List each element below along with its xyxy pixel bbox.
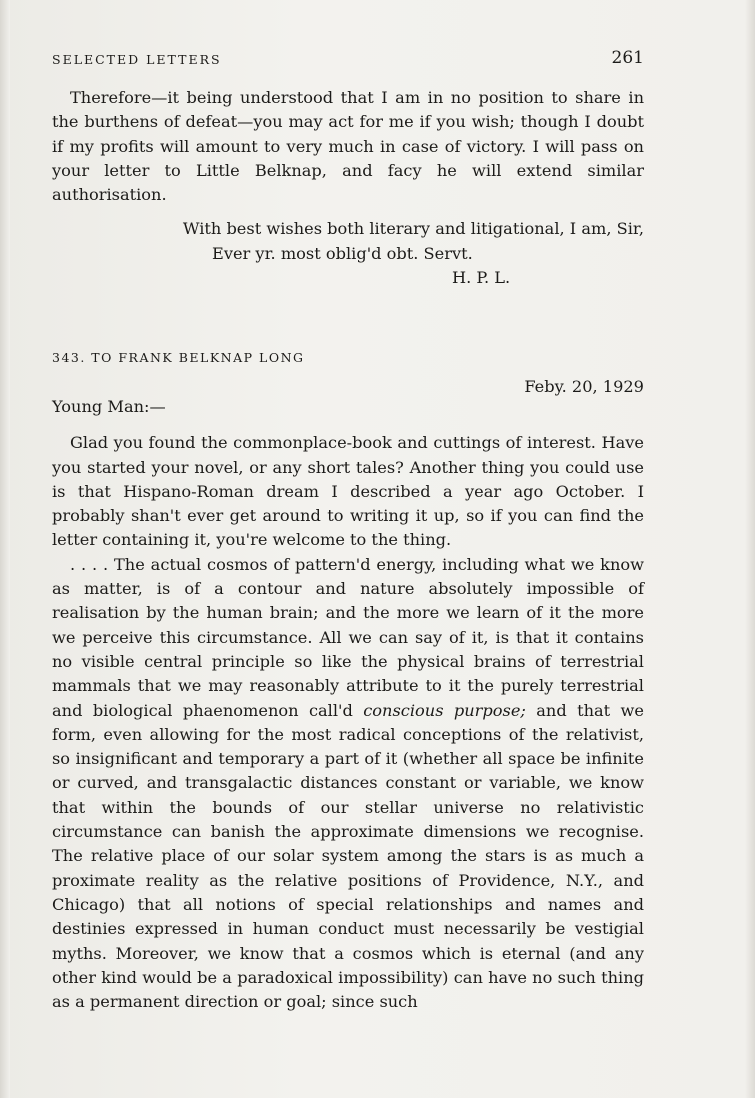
body-text	[52, 86, 644, 1014]
page-edge-shadow-right	[745, 0, 755, 1098]
letter-salutation: Young Man:—	[52, 396, 166, 416]
letter-date: Feby. 20, 1929	[524, 376, 644, 396]
page-number: 261	[611, 48, 644, 68]
paragraph-2-text-a: . . . . The actual cosmos of pattern'd energy, including what we know as matter, is of a contour and nature absolutely impossible of realisation by the human brain; and the more we learn of it the more we perceive this circumstance. All we can say of it, is that it contains no visible central principle so like the physical brains of terrestrial mammals that we may reasonably attribute to it the purely terrestrial and biological phaenomenon call'd	[52, 554, 644, 720]
running-head-title: SELECTED LETTERS	[52, 52, 222, 67]
letter-paragraph-2	[52, 553, 644, 1015]
prior-letter-closing-line-2: Ever yr. most oblig'd obt. Servt.	[212, 243, 473, 263]
prior-letter-closing-line-1: With best wishes both literary and litigational, I am, Sir,	[182, 219, 644, 239]
letter-heading: 343. TO FRANK BELKNAP LONG	[52, 350, 305, 366]
running-head	[52, 48, 644, 74]
prior-letter-paragraph: Therefore—it being understood that I am in no position to share in the burthens of defeat—you may act for me if you wish; though I doubt if my profits will amount to very much in case of victory. I will pass on your letter to Little Belknap, and facy he will extend similar authorisation.	[52, 88, 644, 205]
paragraph-2-italic-phrase: conscious purpose;	[363, 700, 526, 720]
prior-letter-signature: H. P. L.	[452, 268, 511, 288]
paragraph-2-text-b: and that we form, even allowing for the most radical conceptions of the relativist, so insignificant and temporary a part of it (whether all space be infinite or curved, and transgalactic distances constant or variable, we know that within the bounds of our stellar universe no relativistic circumstance can banish the approximate dimensions we recognise. The relative place of our solar system among the stars is as much a proximate reality as the relative positions of Providence, N.Y., and Chicago) that all notions of special relationships and names and destinies expressed in human conduct must necessarily be vestigial myths. Moreover, we know that a cosmos which is eternal (and any other kind would be a paradoxical impossibility) can have no such thing as a permanent direction or goal; since such	[52, 700, 644, 1012]
page-edge-shadow-left	[0, 0, 10, 1098]
letter-paragraph-1: Glad you found the commonplace-book and cuttings of interest. Have you started your novel, or any short tales? Another thing you could use is that Hispano-Roman dream I described a year ago October. I probably shan't ever get around to writing it up, so if you can find the letter containing it, you're welcome to the thing.	[52, 433, 644, 550]
